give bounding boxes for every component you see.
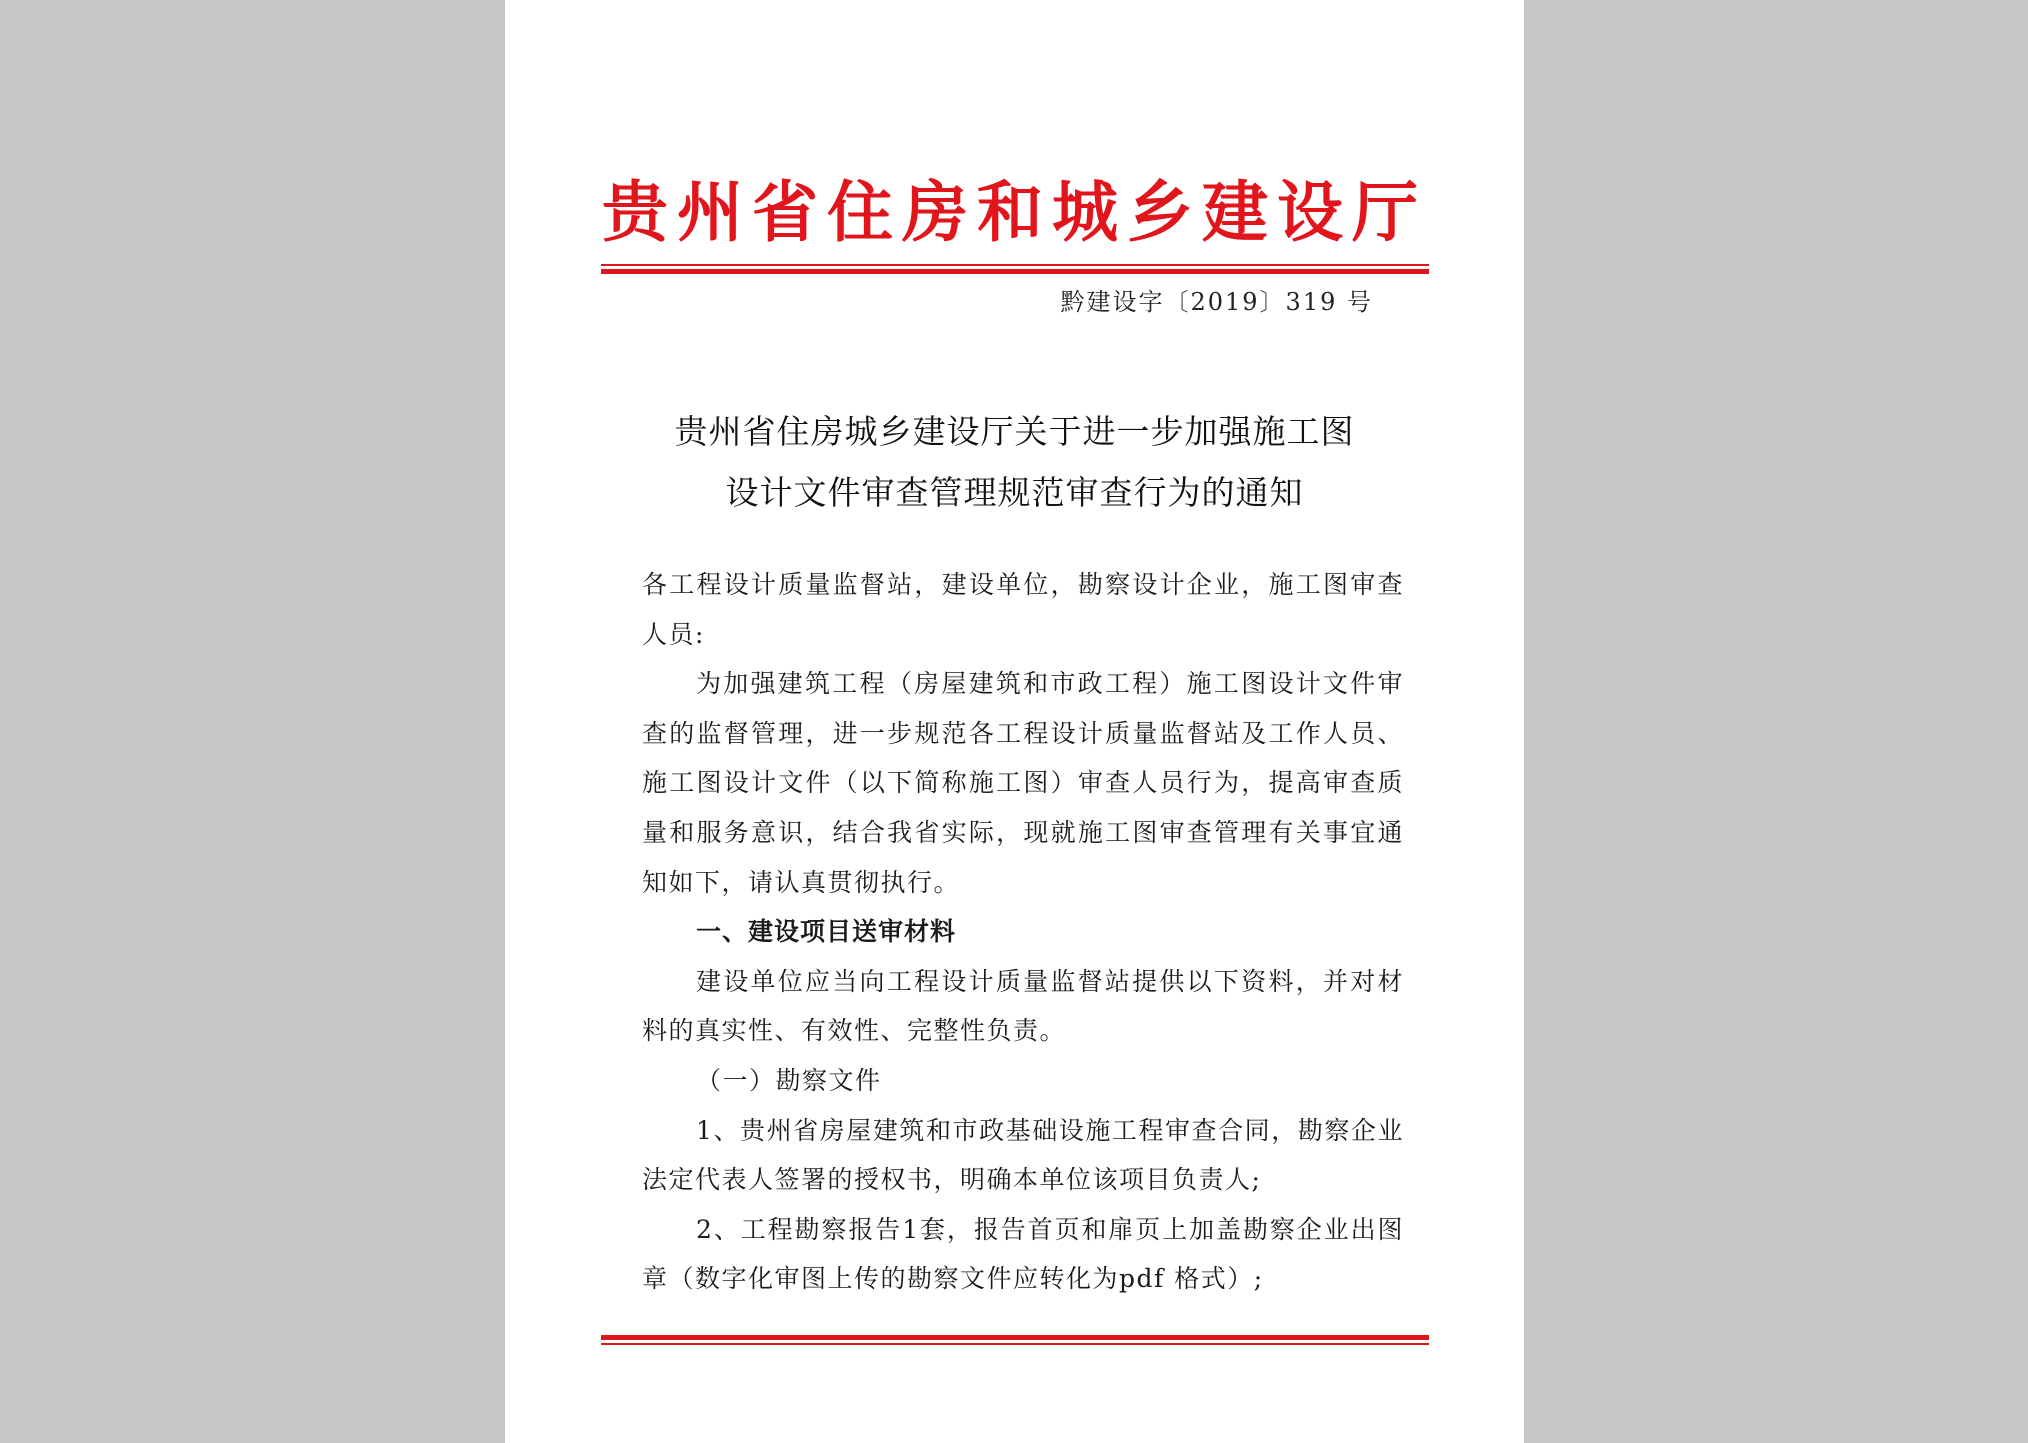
list-item: 2、工程勘察报告1套，报告首页和扉页上加盖勘察企业出图章（数字化审图上传的勘察文件应转化为pdf 格式）;	[642, 1214, 1404, 1294]
document-number: 黔建设字〔2019〕319 号	[1060, 288, 1373, 316]
document-page	[505, 0, 1524, 1443]
section-heading: 一、建设项目送审材料	[696, 917, 957, 947]
issuer-header: 贵州省住房和城乡建设厅	[602, 174, 1427, 251]
document-title	[505, 401, 1524, 523]
footer-rule-thick	[601, 1335, 1429, 1340]
intro-paragraph: 为加强建筑工程（房屋建筑和市政工程）施工图设计文件审查的监督管理，进一步规范各工程设计质量监督站及工作人员、施工图设计文件（以下简称施工图）审查人员行为，提高审查质量和服务意识，结合我省实际，现就施工图审查管理有关事宜通知如下，请认真贯彻执行。	[642, 669, 1404, 897]
header-rule-thin	[601, 264, 1429, 266]
document-body	[642, 560, 1404, 1304]
section-paragraph: 建设单位应当向工程设计质量监督站提供以下资料，并对材料的真实性、有效性、完整性负责。	[642, 966, 1404, 1046]
footer-rule-thin	[601, 1343, 1429, 1345]
header-rule-thick	[601, 269, 1429, 274]
subsection-heading: （一）勘察文件	[696, 1065, 882, 1095]
title-line-2: 设计文件审查管理规范审查行为的通知	[725, 473, 1304, 512]
list-item: 1、贵州省房屋建筑和市政基础设施工程审查合同，勘察企业法定代表人签署的授权书，明确本单位该项目负责人;	[642, 1115, 1404, 1195]
addressee-paragraph: 各工程设计质量监督站，建设单位，勘察设计企业，施工图审查人员:	[642, 570, 1404, 649]
title-line-1: 贵州省住房城乡建设厅关于进一步加强施工图	[674, 412, 1355, 451]
